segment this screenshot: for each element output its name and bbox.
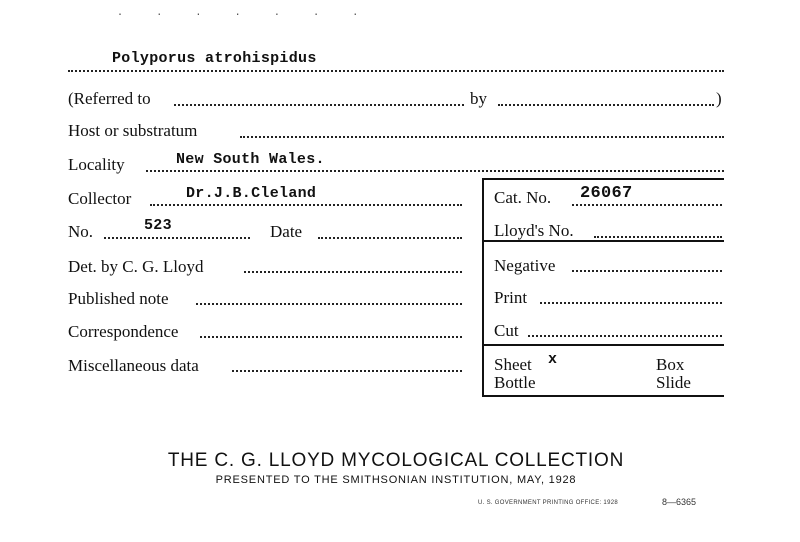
collection-title: THE C. G. LLOYD MYCOLOGICAL COLLECTION (167, 450, 625, 471)
locality-label: Locality (68, 155, 125, 174)
form-number: 8—6365 (662, 497, 697, 507)
det-by-line (244, 271, 462, 273)
box-bottom-rule (482, 395, 724, 397)
slide-label: Slide (656, 373, 691, 392)
by-label: by (470, 89, 487, 108)
date-label: Date (270, 222, 303, 241)
cat-no-label: Cat. No. (494, 188, 552, 207)
close-paren: ) (716, 89, 722, 108)
collector-line (150, 204, 462, 206)
printer-imprint: U. S. GOVERNMENT PRINTING OFFICE: 1928 (478, 500, 618, 506)
by-line (498, 104, 714, 106)
name-line (68, 70, 724, 72)
correspondence-label: Correspondence (68, 322, 179, 341)
cat-no-line (572, 204, 722, 206)
lloyds-no-line (594, 236, 722, 238)
negative-label: Negative (494, 256, 556, 275)
print-label: Print (494, 288, 528, 307)
box-top-rule (482, 178, 724, 180)
box-lower-rule (482, 344, 724, 346)
correspondence-line (200, 336, 462, 338)
date-line (318, 237, 462, 239)
top-marks: ․ ․ ․ ․ ․ ․ ․ (118, 5, 372, 19)
det-by-label: Det. by C. G. Lloyd (68, 257, 204, 276)
published-note-line (196, 303, 462, 305)
print-line (540, 302, 722, 304)
no-line (104, 237, 250, 239)
no-label: No. (68, 222, 94, 241)
specimen-name: Polyporus atrohispidus (112, 50, 317, 67)
cut-label: Cut (494, 321, 519, 340)
bottle-label: Bottle (494, 373, 536, 392)
host-label: Host or substratum (68, 121, 198, 140)
published-note-label: Published note (68, 289, 169, 308)
locality-value: New South Wales. (176, 151, 325, 168)
box-left-rule (482, 178, 484, 396)
lloyds-no-label: Lloyd's No. (494, 221, 574, 240)
referred-to-line (174, 104, 464, 106)
misc-data-label: Miscellaneous data (68, 356, 199, 375)
sheet-mark: x (548, 351, 558, 368)
collector-value: Dr.J.B.Cleland (186, 185, 317, 202)
misc-data-line (232, 370, 462, 372)
host-line (240, 136, 724, 138)
referred-to-label: (Referred to (68, 89, 151, 108)
collector-label: Collector (68, 189, 132, 208)
cut-line (528, 335, 722, 337)
collection-subtitle: PRESENTED TO THE SMITHSONIAN INSTITUTION, MAY, 1928 (215, 474, 577, 486)
cat-no-value: 26067 (580, 184, 633, 203)
sheet-label: Sheet (494, 355, 532, 374)
no-value: 523 (144, 217, 172, 234)
negative-line (572, 270, 722, 272)
locality-line (146, 170, 724, 172)
box-label: Box (656, 355, 685, 374)
